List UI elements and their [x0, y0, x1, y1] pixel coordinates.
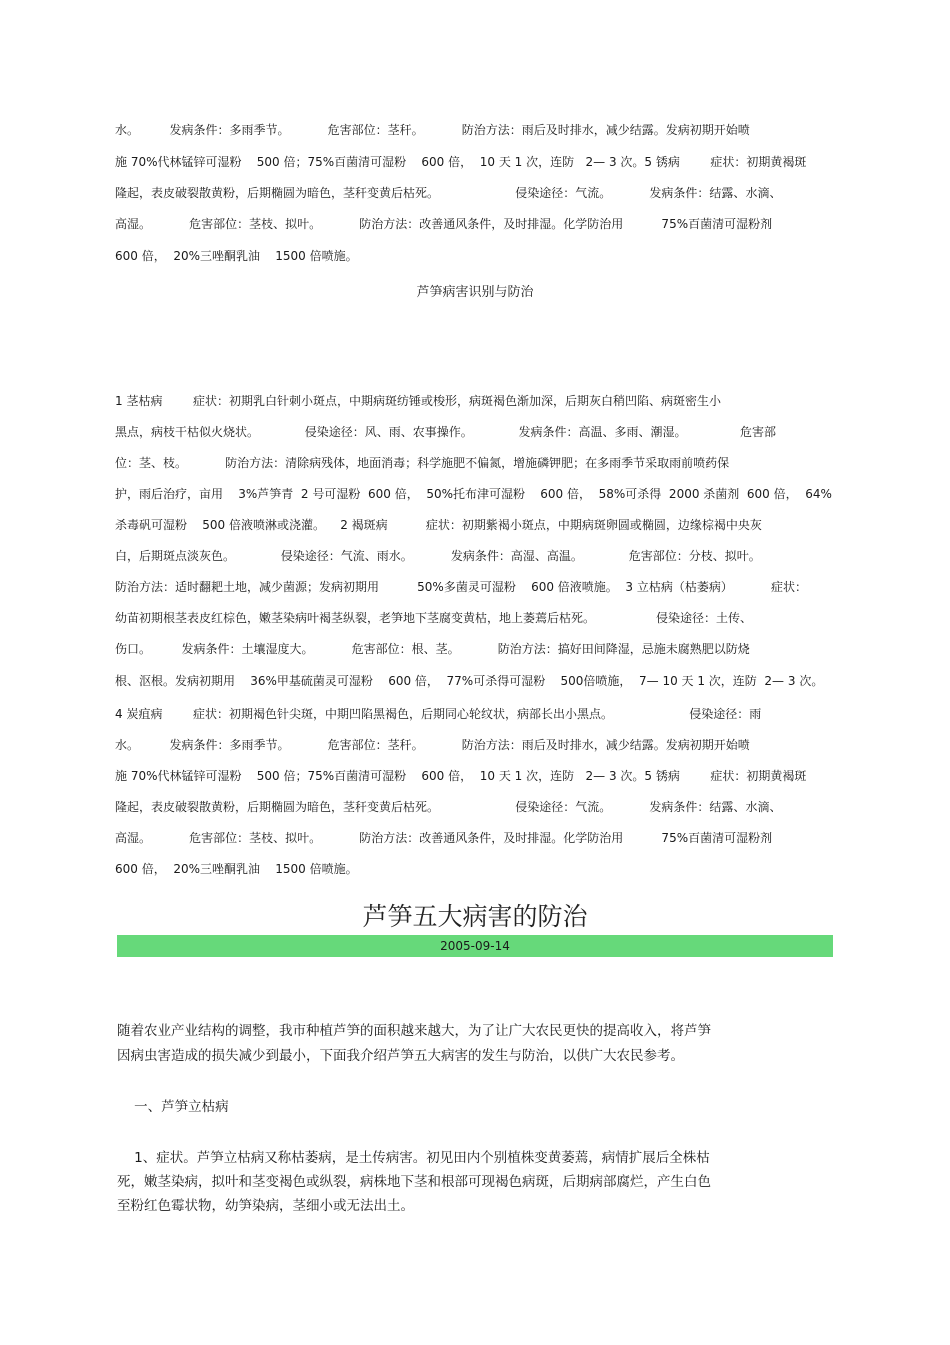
text-line: 隆起，表皮破裂散黄粉，后期椭圆为暗色，茎秆变黄后枯死。 侵染途径：气流。 发病条件：结露、水滴、	[115, 186, 782, 200]
text-line: 根、沤根。发病初期用 36%甲基硫菌灵可湿粉 600 倍， 77%可杀得可湿粉 500倍喷施， 7— 10 天 1 次，连防 2— 3 次。	[115, 674, 824, 688]
paragraph-line: 因病虫害造成的损失减少到最小，下面我介绍芦笋五大病害的发生与防治，以供广大农民参考。	[117, 1048, 684, 1064]
section-heading: 一、芦笋立枯病	[117, 1099, 229, 1115]
text-line: 4 炭疽病 症状：初期褐色针尖斑，中期凹陷黑褐色，后期同心轮纹状，病部长出小黑点。 侵染途径：雨	[115, 707, 762, 721]
paragraph-line: 死，嫩茎染病，拟叶和茎变褐色或纵裂，病株地下茎和根部可现褐色病斑，后期病部腐烂，产生白色	[117, 1174, 711, 1190]
section-subtitle: 芦笋病害识别与防治	[416, 285, 534, 300]
text-line: 伤口。 发病条件：土壤湿度大。 危害部位：根、茎。 防治方法：搞好田间降湿，忌施未腐熟肥以防烧	[115, 642, 750, 656]
text-line: 水。 发病条件：多雨季节。 危害部位：茎秆。 防治方法：雨后及时排水，减少结露。发病初期开始喷	[115, 123, 750, 137]
text-line: 黑点，病枝干枯似火烧状。 侵染途径：风、雨、农事操作。 发病条件：高温、多雨、潮湿。 危害部	[115, 425, 776, 439]
text-line: 施 70%代林锰锌可湿粉 500 倍；75%百菌清可湿粉 600 倍， 10 天 1 次，连防 2— 3 次。5 锈病 症状：初期黄褐斑	[115, 769, 807, 783]
text-line: 白，后期斑点淡灰色。 侵染途径：气流、雨水。 发病条件：高湿、高温。 危害部位：分枝、拟叶。	[115, 549, 761, 563]
text-line: 600 倍， 20%三唑酮乳油 1500 倍喷施。	[115, 249, 358, 263]
article-date: 2005-09-14	[440, 939, 510, 953]
paragraph-line: 至粉红色霉状物，幼笋染病，茎细小或无法出土。	[117, 1198, 414, 1214]
text-line: 水。 发病条件：多雨季节。 危害部位：茎秆。 防治方法：雨后及时排水，减少结露。发病初期开始喷	[115, 738, 750, 752]
text-line: 护，雨后治疗，亩用 3%芦笋青 2 号可湿粉 600 倍， 50%托布津可湿粉 600 倍， 58%可杀得 2000 杀菌剂 600 倍， 64%	[115, 487, 832, 501]
text-line: 高湿。 危害部位：茎枝、拟叶。 防治方法：改善通风条件，及时排湿。化学防治用 75%百菌清可湿粉剂	[115, 831, 773, 845]
text-line: 杀毒矾可湿粉 500 倍液喷淋或浇灌。 2 褐斑病 症状：初期紫褐小斑点，中期病斑卵圆或椭圆，边缘棕褐中央灰	[115, 518, 762, 532]
text-line: 防治方法：适时翻耙土地，减少菌源；发病初期用 50%多菌灵可湿粉 600 倍液喷施。 3 立枯病（枯萎病） 症状：	[115, 580, 808, 594]
article-title: 芦笋五大病害的防治	[362, 902, 588, 931]
text-line: 600 倍， 20%三唑酮乳油 1500 倍喷施。	[115, 862, 358, 876]
text-line: 隆起，表皮破裂散黄粉，后期椭圆为暗色，茎秆变黄后枯死。 侵染途径：气流。 发病条件：结露、水滴、	[115, 800, 782, 814]
text-line: 高湿。 危害部位：茎枝、拟叶。 防治方法：改善通风条件，及时排湿。化学防治用 75%百菌清可湿粉剂	[115, 217, 773, 231]
paragraph-line: 随着农业产业结构的调整，我市种植芦笋的面积越来越大，为了让广大农民更快的提高收入，将芦笋	[117, 1023, 711, 1039]
text-line: 1 茎枯病 症状：初期乳白针刺小斑点，中期病斑纺锤或梭形，病斑褐色渐加深，后期灰白稍凹陷、病斑密生小	[115, 394, 721, 408]
date-bar	[117, 935, 833, 957]
text-line: 施 70%代林锰锌可湿粉 500 倍；75%百菌清可湿粉 600 倍， 10 天 1 次，连防 2— 3 次。5 锈病 症状：初期黄褐斑	[115, 155, 807, 169]
text-line: 幼苗初期根茎表皮红棕色，嫩茎染病叶褐茎纵裂，老笋地下茎腐变黄枯，地上萎蔫后枯死。 侵染途径：土传、	[115, 611, 753, 625]
text-line: 位：茎、枝。 防治方法：清除病残体，地面消毒；科学施肥不偏氮，增施磷钾肥；在多雨季节采取雨前喷药保	[115, 456, 730, 470]
paragraph-line: 1、症状。芦笋立枯病又称枯萎病，是土传病害。初见田内个别植株变黄萎蔫，病情扩展后全株枯	[117, 1150, 710, 1166]
